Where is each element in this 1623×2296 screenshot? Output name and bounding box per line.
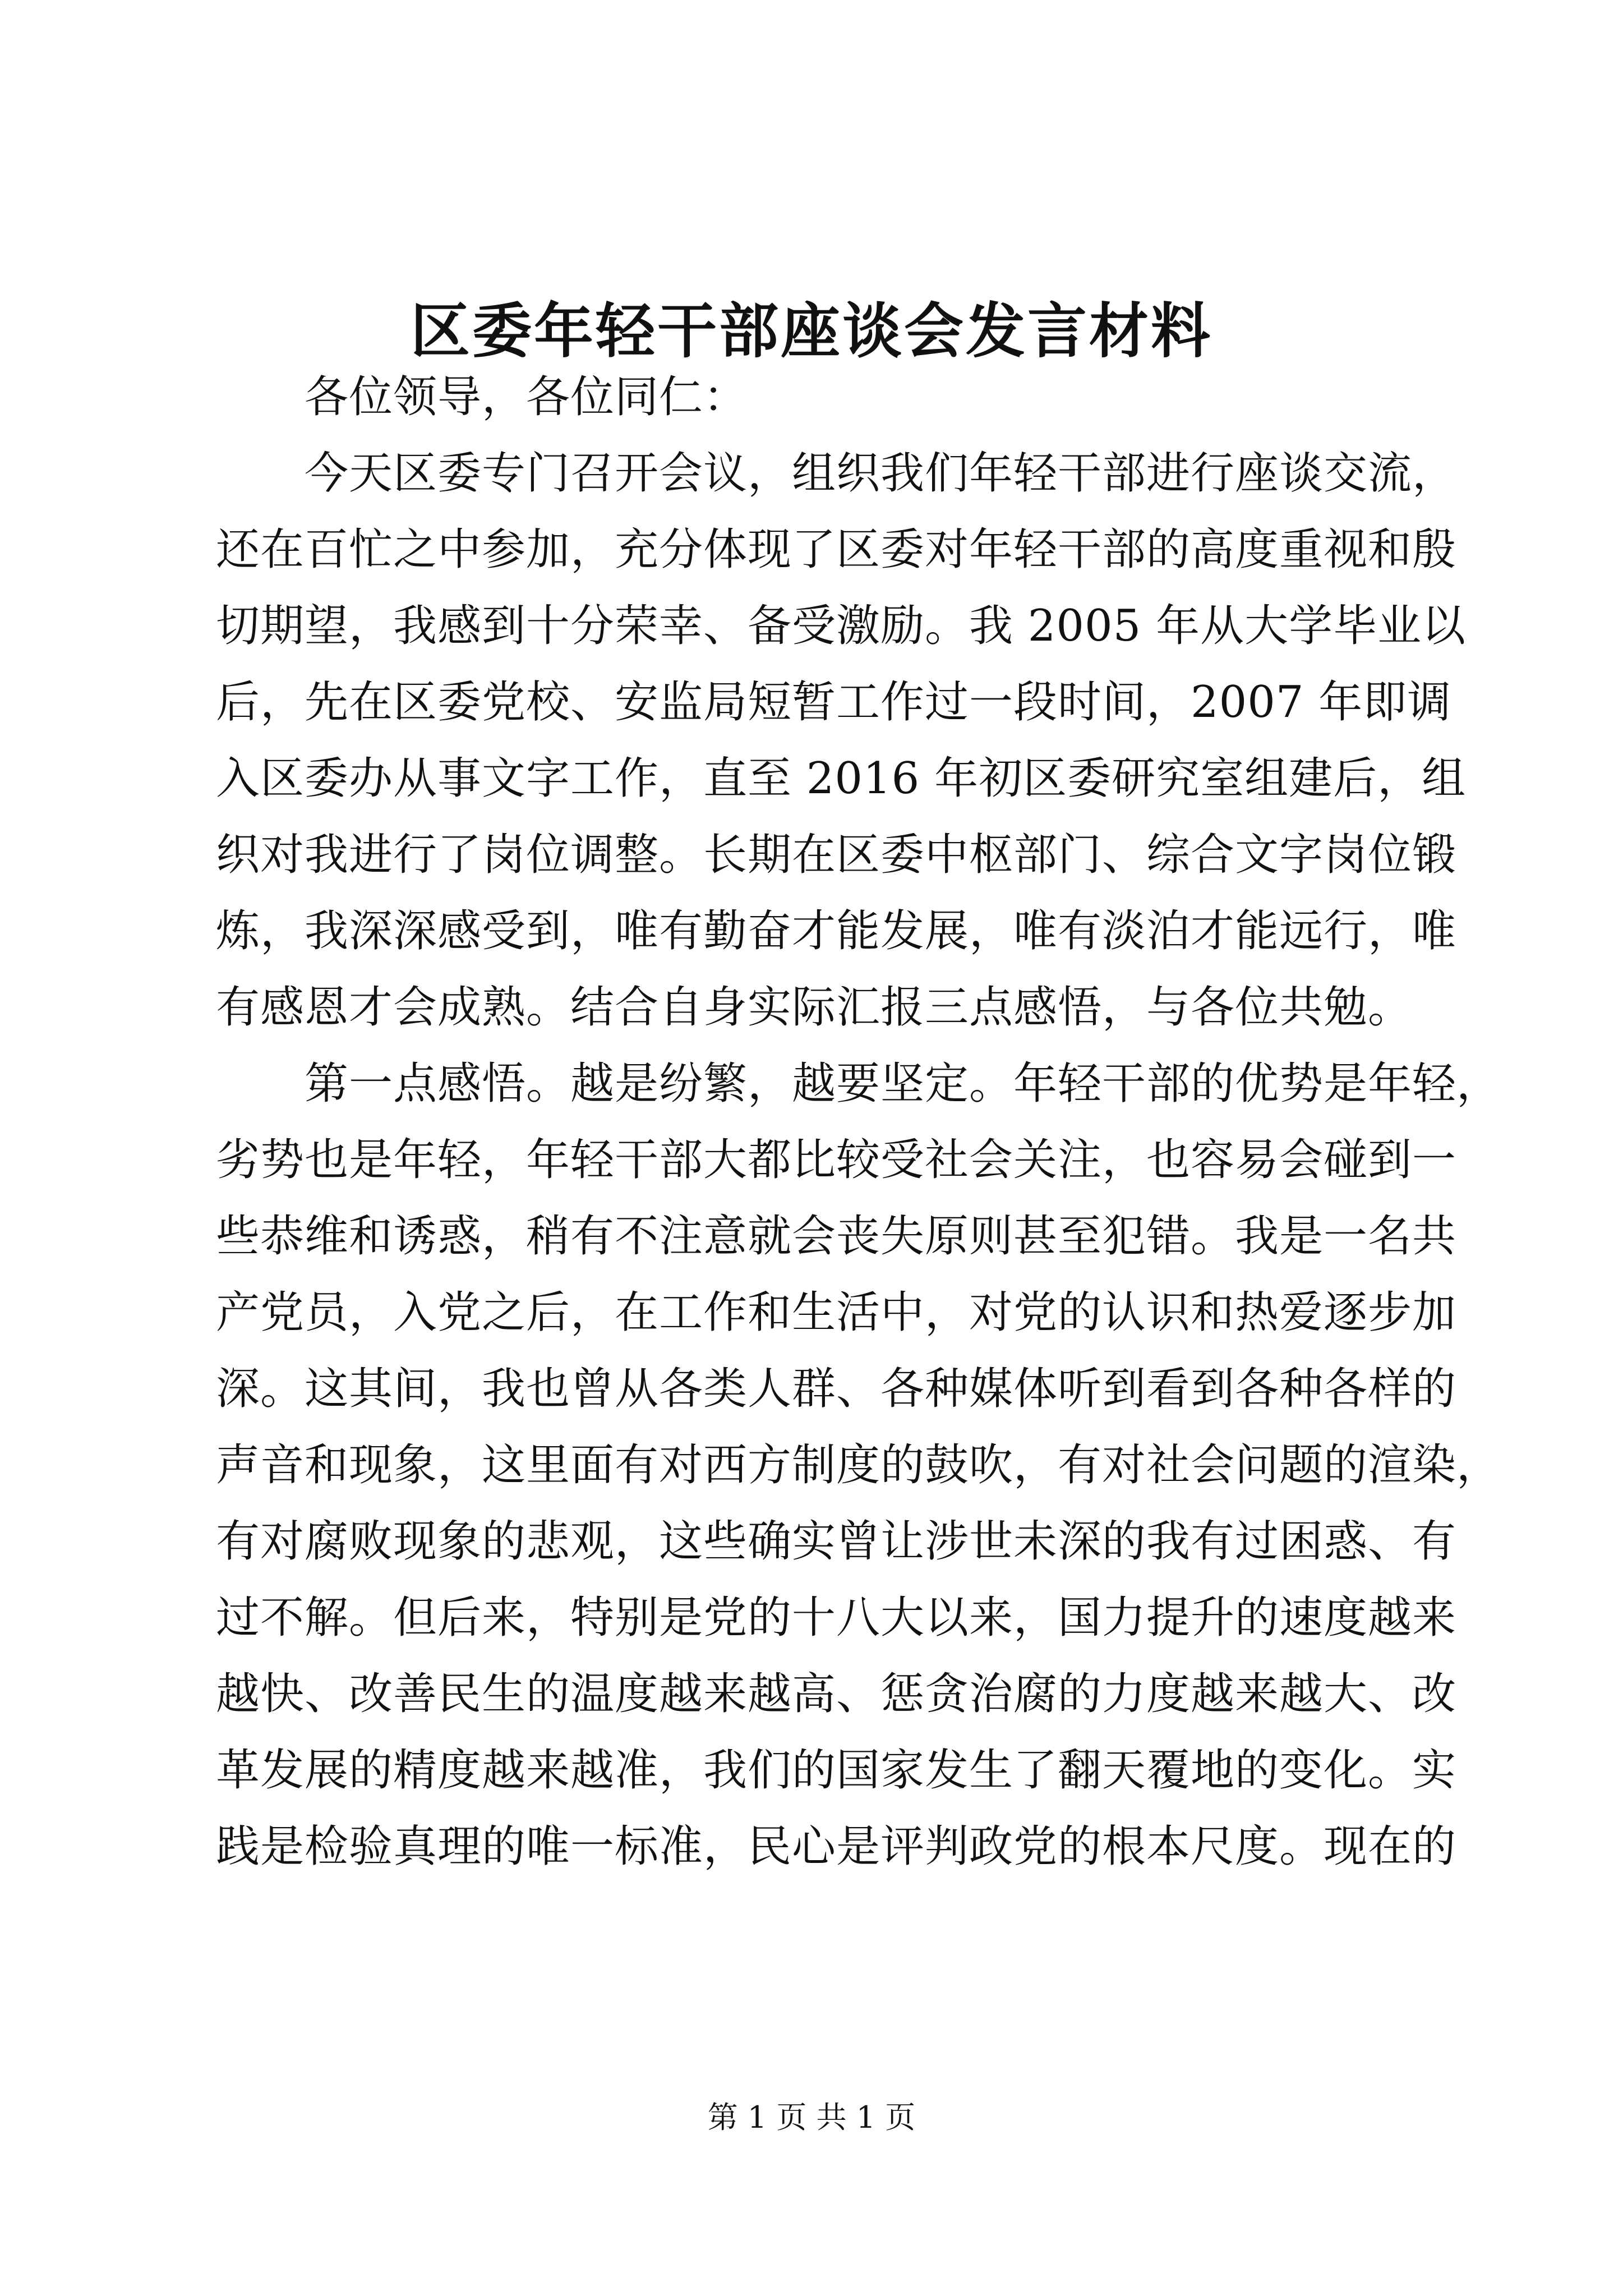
paragraph-line: 越快、改善民生的温度越来越高、惩贪治腐的力度越来越大、改 [216, 1669, 1457, 1719]
paragraph-line: 炼，我深深感受到，唯有勤奋才能发展，唯有淡泊才能远行，唯 [216, 906, 1457, 956]
page-footer: 第 1 页 共 1 页 [707, 2100, 916, 2135]
paragraph-1 [216, 435, 1467, 1046]
paragraph-line: 革发展的精度越来越准，我们的国家发生了翻天覆地的变化。实 [216, 1745, 1457, 1796]
paragraph-line: 些恭维和诱惑，稍有不注意就会丧失原则甚至犯错。我是一名共 [216, 1211, 1457, 1262]
paragraph-line: 践是检验真理的唯一标准，民心是评判政党的根本尺度。现在的 [216, 1821, 1457, 1872]
paragraph-line: 还在百忙之中参加，充分体现了区委对年轻干部的高度重视和殷 [216, 524, 1457, 575]
paragraph-line: 有感恩才会成熟。结合自身实际汇报三点感悟，与各位共勉。 [216, 982, 1413, 1033]
paragraph-line: 产党员，入党之后，在工作和生活中，对党的认识和热爱逐步加 [216, 1287, 1457, 1338]
paragraph-line: 深。这其间，我也曾从各类人群、各种媒体听到看到各种各样的 [216, 1364, 1457, 1414]
paragraph-line: 今天区委专门召开会议，组织我们年轻干部进行座谈交流， [305, 448, 1457, 499]
paragraph-line: 劣势也是年轻，年轻干部大都比较受社会关注，也容易会碰到一 [216, 1135, 1457, 1185]
document-title: 区委年轻干部座谈会发言材料 [411, 296, 1212, 366]
paragraph-line: 过不解。但后来，特别是党的十八大以来，国力提升的速度越来 [216, 1593, 1457, 1643]
salutation: 各位领导，各位同仁： [305, 372, 748, 422]
paragraph-line: 声音和现象，这里面有对西方制度的鼓吹，有对社会问题的渲染， [216, 1440, 1501, 1490]
paragraph-line: 织对我进行了岗位调整。长期在区委中枢部门、综合文字岗位锻 [216, 830, 1457, 880]
paragraph-line: 切期望，我感到十分荣幸、备受激励。我 2005 年从大学毕业以 [216, 601, 1467, 651]
paragraph-line: 后，先在区委党校、安监局短暂工作过一段时间，2007 年即调 [216, 677, 1452, 728]
paragraph-2 [216, 1046, 1501, 1885]
paragraph-line: 入区委办从事文字工作，直至 2016 年初区委研究室组建后，组 [216, 753, 1467, 804]
paragraph-line: 有对腐败现象的悲观，这些确实曾让涉世未深的我有过困惑、有 [216, 1516, 1457, 1567]
paragraph-line: 第一点感悟。越是纷繁，越要坚定。年轻干部的优势是年轻， [305, 1059, 1501, 1109]
document-body [216, 359, 1501, 1885]
